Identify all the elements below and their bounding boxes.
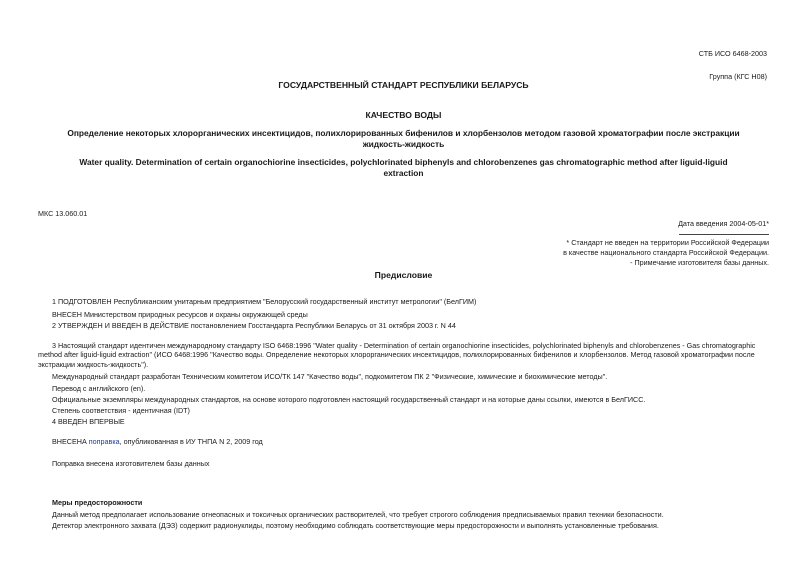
preface-item-1: 1 ПОДГОТОВЛЕН Республиканским унитарным предприятием "Белорусский государственный институт метрологии" (БелГИМ) [52,297,477,306]
preface-item-3-translation: Перевод с английского (en). [52,384,146,393]
intro-date: Дата введения 2004-05-01* [678,219,769,228]
document-title: КАЧЕСТВО ВОДЫ [365,110,442,120]
preface-item-1-submitted: ВНЕСЕН Министерством природных ресурсов и охраны окружающей среды [52,310,308,319]
amendment-prefix: ВНЕСЕНА [52,437,89,446]
preface-item-4: 4 ВВЕДЕН ВПЕРВЫЕ [52,417,125,426]
preface-item-3: 3 Настоящий стандарт идентичен международному стандарту ISO 6468:1996 "Water quality - Determination of certain organochiorine insecticides, polychlorinated biphenyls and chlorobenzenes - Gas chromatographic method after liguid-liguid extraction" (ИСО 6468:1996 "Качество воды. Определение некоторых хлорорганических инсектицидов, полихлорированных бифенилов и хлорбензолов. Метод газовой хроматографии после экстракции жидкость-жидкость"). [38,341,756,369]
title-ru-line1: Определение некоторых хлорорганических инсектицидов, полихлорированных бифенилов и хлорбензолов методом газовой хроматографии после экстракции [67,128,740,138]
preface-item-3-committee: Международный стандарт разработан Техническим комитетом ИСО/ТК 147 "Качество воды", подкомитетом ПК 2 "Физические, химические и биохимические методы". [52,372,608,381]
amendment-suffix: , опубликованная в ИУ ТНПА N 2, 2009 год [119,437,263,446]
precautions-line2: Детектор электронного захвата (ДЭЗ) содержит радионуклиды, поэтому необходимо соблюдать соответствующие меры предосторожности и выполнять установленные требования. [52,521,659,530]
preface-item-3-official-copies: Официальные экземпляры международных стандартов, на основе которого подготовлен настоящий государственный стандарт и на которые даны ссылки, имеются в БелГИСС. [52,395,646,404]
footnote-line3: - Примечание изготовителя базы данных. [630,258,769,267]
state-standard-heading: ГОСУДАРСТВЕННЫЙ СТАНДАРТ РЕСПУБЛИКИ БЕЛАРУСЬ [278,80,529,90]
precautions-heading: Меры предосторожности [52,498,143,507]
preface-item-3-conformity: Степень соответствия - идентичная (IDT) [52,406,190,415]
title-en-line1: Water quality. Determination of certain organochiorine insecticides, polychlorinated biphenyls and chlorobenzenes gas chromatographic method after liguid-liguid [79,157,728,167]
mks-code: МКС 13.060.01 [38,209,88,218]
footnote-line2: в качестве национального стандарта Российской Федерации. [563,248,769,257]
preface-heading: Предисловие [374,270,433,280]
title-en-line2: extraction [383,168,424,178]
document-code: СТБ ИСО 6468-2003 [698,49,767,58]
title-ru-line2: жидкость-жидкость [362,139,445,149]
document-group: Группа (КГС Н08) [709,72,767,81]
amendment-link[interactable]: поправка [88,437,120,446]
precautions-line1: Данный метод предполагает использование огнеопасных и токсичных органических растворителей, что требует строгого соблюдения предписываемых правил техники безопасности. [52,510,664,519]
footnote-rule [679,234,769,235]
footnote-line1: * Стандарт не введен на территории Российской Федерации [566,238,769,247]
preface-item-2: 2 УТВЕРЖДЕН И ВВЕДЕН В ДЕЙСТВИЕ постановлением Госстандарта Республики Беларусь от 31 октября 2003 г. N 44 [52,321,456,330]
amendment-line [52,437,263,446]
amendment-note: Поправка внесена изготовителем базы данных [52,459,210,468]
